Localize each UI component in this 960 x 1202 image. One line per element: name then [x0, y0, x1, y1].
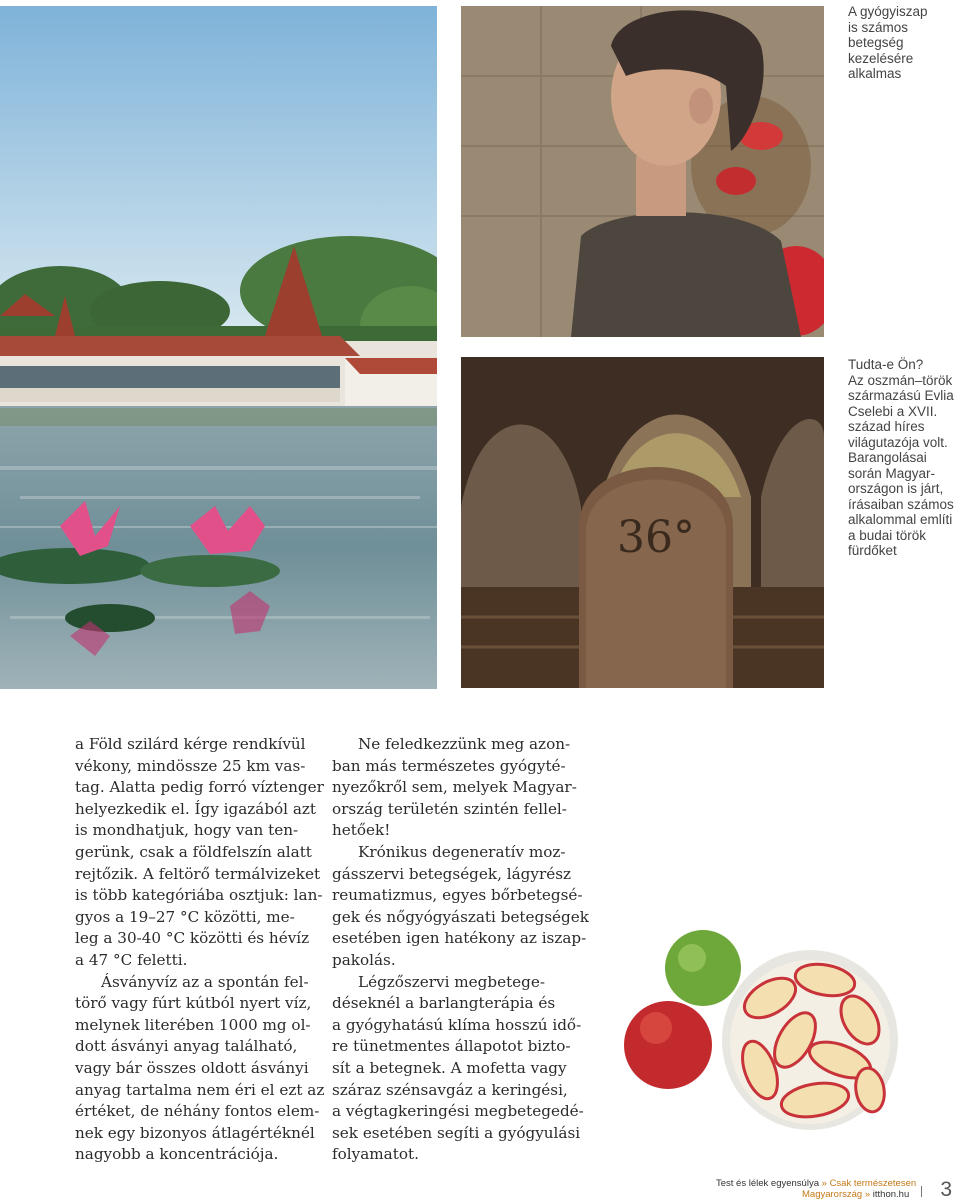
text-line: re tünetmentes állapotot bizto-	[332, 1037, 571, 1056]
footer-site	[802, 1189, 909, 1200]
text-line: a Föld szilárd kérge rendkívül	[75, 735, 306, 753]
sidenote-mud-caption	[848, 4, 928, 82]
text-line: esetében igen hatékony az iszap-	[332, 929, 587, 948]
text-line: Krónikus degeneratív moz-	[358, 842, 566, 861]
sidenote-line: Tudta-e Ön?	[848, 357, 924, 372]
sidenote-line: A gyógyiszap	[848, 4, 928, 19]
sidenote-line: alkalmas	[848, 66, 902, 81]
col1-paragraph-2	[75, 972, 325, 1166]
text-line: nagyobb a koncentrációja.	[75, 1145, 279, 1164]
text-line: a végtagkeringési megbetegedé-	[332, 1102, 584, 1121]
text-line: dott ásványi anyag található,	[75, 1037, 298, 1056]
sidenote-line: betegség	[848, 35, 904, 50]
sidenote-line: világutazója volt.	[848, 434, 948, 450]
text-line: helyezkedik el. Így igazából azt	[75, 799, 317, 818]
text-line: értéket, de néhány fontos elem-	[75, 1102, 320, 1121]
page-number: 3	[940, 1178, 952, 1201]
text-line: gerünk, csak a földfelszín alatt	[75, 842, 312, 861]
sidenote-line: Az oszmán–török	[848, 372, 953, 388]
sidenote-line: során Magyar-	[848, 465, 936, 481]
text-line: nyezőkről sem, melyek Magyar-	[332, 778, 577, 797]
text-line: is mondhatjuk, hogy van ten-	[75, 821, 299, 840]
text-line: gyos a 19–27 °C közötti, me-	[75, 907, 295, 926]
turkish-bath-photo	[461, 357, 824, 688]
text-line: a 47 °C feletti.	[75, 950, 188, 969]
sidenote-line: a budai török	[848, 527, 927, 543]
text-line: Ne feledkezzünk meg azon-	[358, 735, 571, 753]
sidenote-line: Cselebi a XVII.	[848, 403, 938, 419]
article-column-1	[75, 734, 325, 1166]
text-line: a gyógyhatású klíma hosszú idő-	[332, 1015, 582, 1034]
footer-separator: »	[821, 1178, 827, 1189]
apples-photo	[620, 920, 900, 1150]
text-line: tag. Alatta pedig forró víztenger	[75, 778, 324, 797]
text-line: vagy bár összes oldott ásványi	[75, 1058, 309, 1077]
text-line: melynek literében 1000 mg ol-	[75, 1015, 311, 1034]
text-line: vékony, mindössze 25 km vas-	[75, 756, 306, 775]
col2-paragraph-2	[332, 842, 589, 972]
heviz-lake-photo	[0, 6, 437, 689]
text-line: hetőek!	[332, 821, 391, 840]
col2-paragraph-3	[332, 972, 584, 1166]
text-line: reumatizmus, egyes bőrbetegsé-	[332, 886, 583, 905]
footer-part: itthon.hu	[872, 1189, 910, 1200]
text-line: ország területén szintén fellel-	[332, 799, 567, 818]
footer-part: Csak természetesen	[829, 1178, 917, 1189]
footer-divider	[921, 1186, 922, 1197]
text-line: sít a betegnek. A mofetta vagy	[332, 1058, 567, 1077]
sidenote-line: század híres	[848, 419, 925, 434]
text-line: Légzőszervi megbetege-	[358, 972, 546, 991]
sidenote-line: alkalommal említi	[848, 512, 953, 527]
text-line: Ásványvíz az a spontán fel-	[101, 972, 309, 991]
text-line: folyamatot.	[332, 1145, 419, 1164]
text-line: nek egy bizonyos átlagértéknél	[75, 1123, 315, 1142]
text-line: déseknél a barlangterápia és	[332, 994, 556, 1013]
text-line: gásszervi betegségek, lágyrész	[332, 864, 572, 883]
sidenote-line: is számos	[848, 19, 909, 35]
article-column-2	[332, 734, 589, 1166]
sidenote-line: származású Evlia	[848, 388, 954, 403]
stone-carving-36: 36°	[617, 512, 695, 563]
col1-paragraph-1	[75, 734, 324, 972]
sidenote-line: országon is járt,	[848, 481, 944, 496]
footer-separator: »	[864, 1189, 871, 1200]
mud-therapy-photo	[461, 6, 824, 337]
text-line: törő vagy fúrt kútból nyert víz,	[75, 994, 312, 1013]
sidenote-line: írásaiban számos	[848, 496, 954, 512]
footer-part: Test és lélek egyensúlya	[716, 1178, 819, 1189]
footer-breadcrumb	[716, 1178, 916, 1189]
text-line: gek és nőgyógyászati betegségek	[332, 907, 589, 926]
text-line: pakolás.	[332, 950, 396, 969]
sidenote-line: Barangolásai	[848, 450, 927, 465]
text-line: sek esetében segíti a gyógyulási	[332, 1123, 581, 1142]
text-line: anyag tartalma nem éri el ezt az	[75, 1080, 325, 1099]
sidenote-did-you-know	[848, 357, 954, 559]
footer-part: Magyarország	[802, 1189, 863, 1200]
text-line: ban más természetes gyógyté-	[332, 756, 566, 775]
sidenote-line: kezelésére	[848, 50, 914, 66]
text-line: rejtőzik. A feltörő termálvizeket	[75, 864, 321, 883]
col2-paragraph-1	[332, 734, 577, 842]
sidenote-line: fürdőket	[848, 543, 897, 558]
text-line: száraz szénsavgáz a keringési,	[332, 1080, 568, 1099]
text-line: leg a 30-40 °C közötti és hévíz	[75, 929, 310, 948]
text-line: is több kategóriába osztjuk: lan-	[75, 886, 323, 905]
